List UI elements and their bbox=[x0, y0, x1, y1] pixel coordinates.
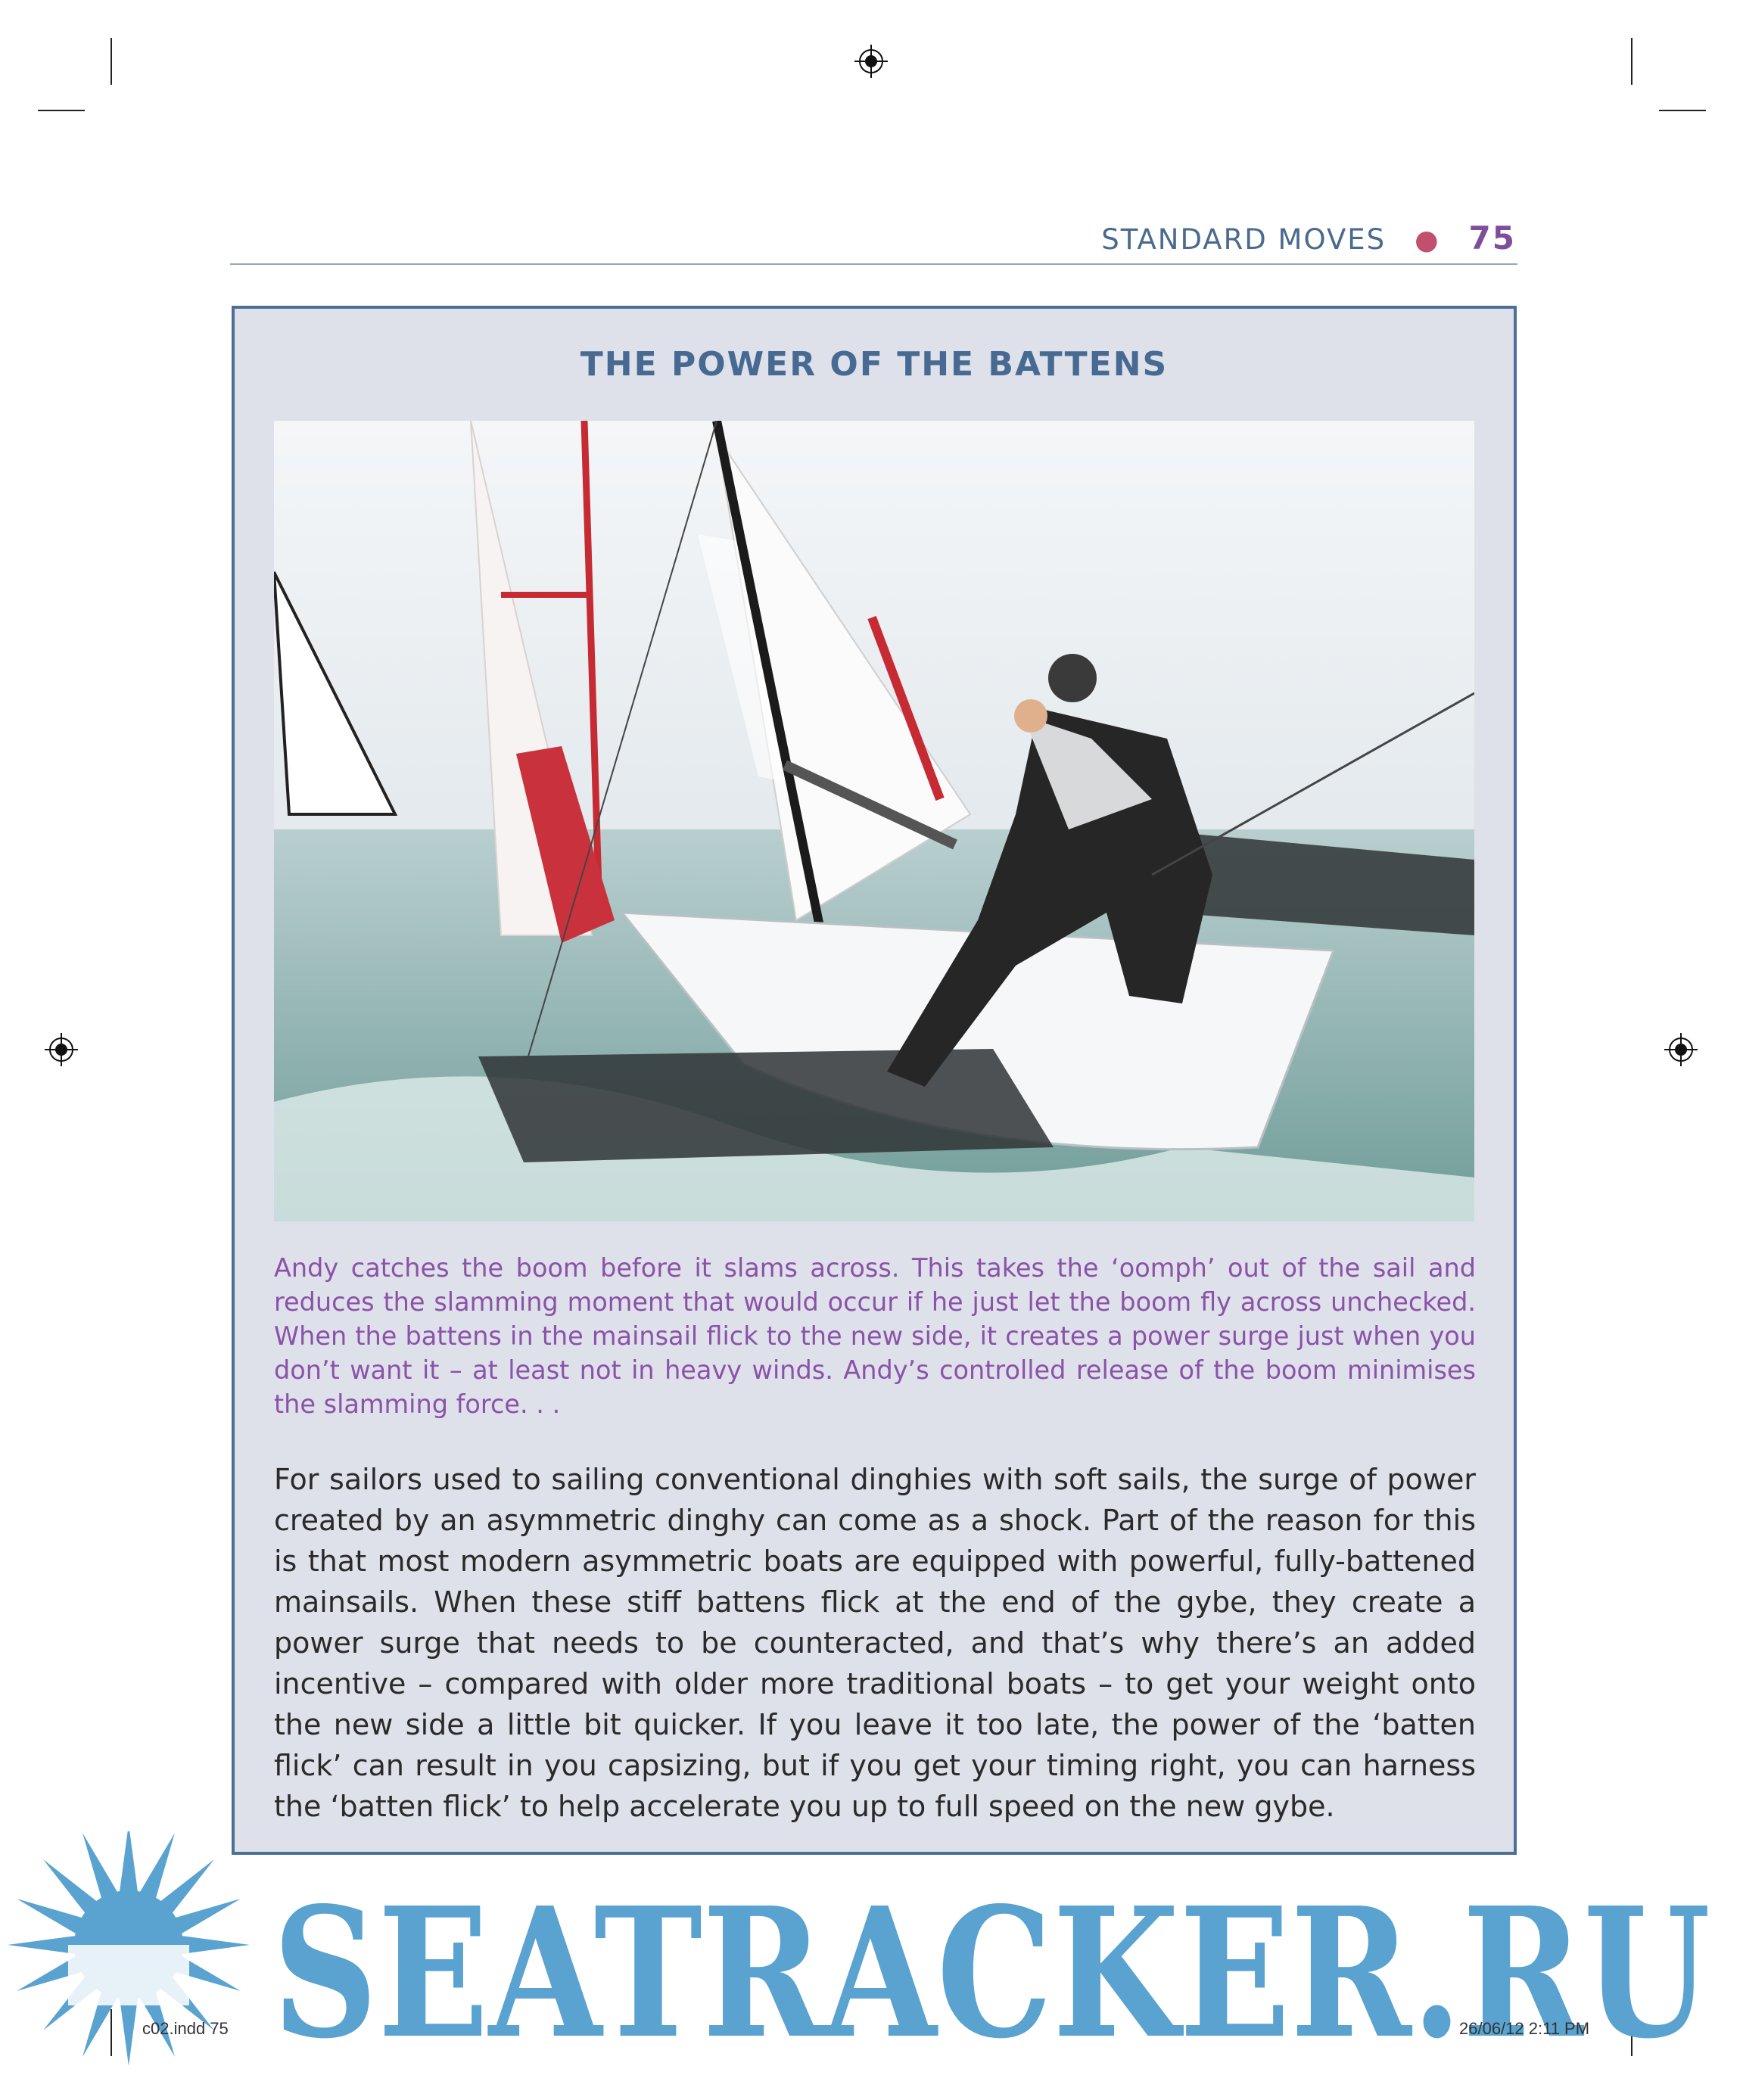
section-title: STANDARD MOVES bbox=[1101, 223, 1387, 256]
sailing-photo-illustration bbox=[274, 421, 1474, 1221]
crop-mark bbox=[38, 110, 85, 111]
watermark-text: SEATRACKER.RU bbox=[272, 1868, 1710, 2078]
slug-datetime: 26/06/12 2:11 PM bbox=[1459, 2019, 1590, 2038]
running-head bbox=[1101, 219, 1516, 257]
slug-file: c02.indd 75 bbox=[142, 2019, 229, 2038]
crop-mark bbox=[1659, 110, 1706, 111]
photo-caption: Andy catches the boom before it slams across. This takes the ‘oomph’ out of the sail and reduces the slamming moment that would occur if he just let the boom fly across unchecked. When the battens in the mainsail flick to the new side, it creates a power surge just when you don’t want it – at least not in heavy winds. Andy’s controlled release of the boom minimises the slamming force. . . bbox=[274, 1253, 1476, 1419]
seatracker-watermark bbox=[0, 1831, 1743, 2089]
page-number: 75 bbox=[1468, 219, 1516, 257]
crop-mark bbox=[110, 38, 112, 85]
registration-mark-icon bbox=[1664, 1033, 1698, 1066]
registration-mark-icon bbox=[45, 1033, 78, 1066]
bullet-icon: ● bbox=[1415, 225, 1440, 256]
crop-mark bbox=[1631, 38, 1633, 85]
box-title: THE POWER OF THE BATTENS bbox=[580, 345, 1169, 384]
header-rule bbox=[230, 263, 1517, 265]
dinghy-photo bbox=[274, 421, 1474, 1221]
body-paragraph: For sailors used to sailing conventional dinghies with soft sails, the surge of power created by an asymmetric dinghy can come as a shock. Part of the reason for this is that most modern asymmetric boats are equipped with powerful, fully-battened mainsails. When these stiff battens flick at the end of the gybe, they create a power surge that needs to be counteracted, and that’s why there’s an added incentive – compared with older more traditional boats – to get your weight onto the new side a little bit quicker. If you leave it too late, the power of the ‘batten flick’ can result in you capsizing, but if you get your timing right, you can harness the ‘batten flick’ to help accelerate you up to full speed on the new gybe. bbox=[274, 1463, 1476, 1823]
sidebar-box bbox=[232, 306, 1517, 1855]
registration-mark-icon bbox=[854, 45, 888, 78]
